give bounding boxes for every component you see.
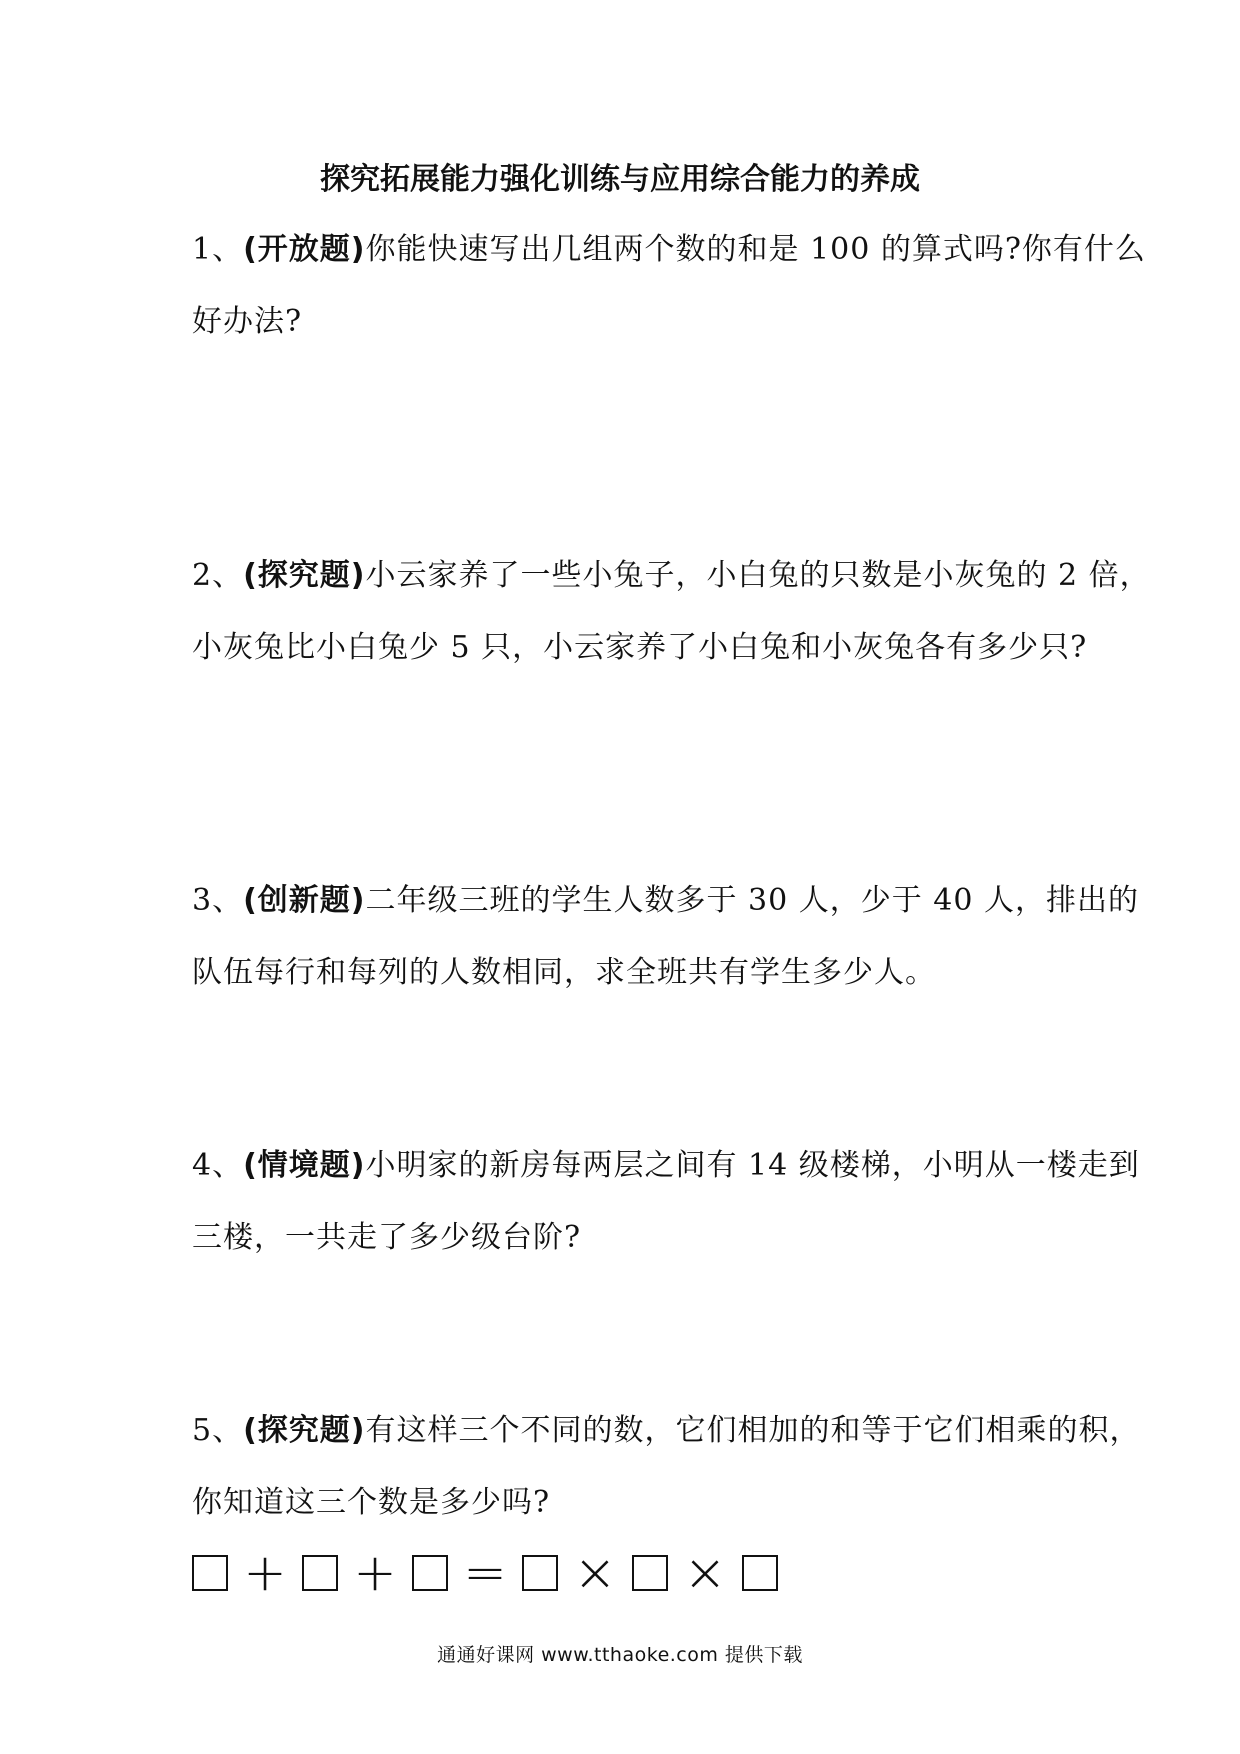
question-4-text-2: 三楼，一共走了多少级台阶?	[192, 1220, 582, 1255]
question-1-tag: (开放题)	[243, 232, 366, 267]
question-3-text-2: 队伍每行和每列的人数相同，求全班共有学生多少人。	[192, 955, 936, 990]
question-3-line-1	[192, 865, 1140, 937]
question-2-text-2: 小灰兔比小白兔少 5 只，小云家养了小白兔和小灰兔各有多少只?	[192, 630, 1088, 665]
page-title: 探究拓展能力强化训练与应用综合能力的养成	[320, 162, 920, 197]
answer-box-2[interactable]	[302, 1555, 338, 1591]
question-3-number: 3、	[192, 883, 244, 918]
question-5-text-1: 有这样三个不同的数，它们相加的和等于它们相乘的积，	[365, 1413, 1141, 1448]
question-2-text-1: 小云家养了一些小兔子，小白兔的只数是小灰兔的 2 倍，	[365, 558, 1151, 593]
question-1-text-1: 你能快速写出几组两个数的和是 100 的算式吗?你有什么	[365, 232, 1146, 267]
question-5	[192, 1395, 1141, 1539]
question-4-number: 4、	[192, 1148, 244, 1183]
times-sign-2: ×	[683, 1543, 727, 1603]
question-2	[192, 540, 1151, 684]
answer-box-1[interactable]	[192, 1555, 228, 1591]
question-1-number: 1、	[192, 232, 244, 267]
question-5-line-1	[192, 1395, 1141, 1467]
question-3-tag: (创新题)	[243, 883, 366, 918]
question-1-line-1	[192, 214, 1146, 286]
answer-box-4[interactable]	[522, 1555, 558, 1591]
question-2-number: 2、	[192, 558, 244, 593]
times-sign-1: ×	[573, 1543, 617, 1603]
question-4-text-1: 小明家的新房每两层之间有 14 级楼梯，小明从一楼走到	[365, 1148, 1140, 1183]
question-5-number: 5、	[192, 1413, 244, 1448]
question-1-text-2: 好办法?	[192, 304, 303, 339]
question-3	[192, 865, 1140, 1009]
question-5-tag: (探究题)	[243, 1413, 366, 1448]
answer-box-3[interactable]	[412, 1555, 448, 1591]
footer-source: 通通好课网 www.tthaoke.com 提供下载	[437, 1644, 803, 1666]
answer-box-5[interactable]	[632, 1555, 668, 1591]
answer-box-6[interactable]	[742, 1555, 778, 1591]
equals-sign: =	[463, 1543, 507, 1603]
plus-sign-1: +	[243, 1543, 287, 1603]
question-5-text-2: 你知道这三个数是多少吗?	[192, 1485, 551, 1520]
question-4	[192, 1130, 1140, 1274]
question-4-line-1	[192, 1130, 1140, 1202]
question-2-tag: (探究题)	[243, 558, 366, 593]
question-2-line-1	[192, 540, 1151, 612]
question-4-tag: (情境题)	[243, 1148, 366, 1183]
plus-sign-2: +	[353, 1543, 397, 1603]
question-1	[192, 214, 1146, 358]
equation	[192, 1543, 778, 1603]
question-3-text-1: 二年级三班的学生人数多于 30 人，少于 40 人，排出的	[365, 883, 1140, 918]
